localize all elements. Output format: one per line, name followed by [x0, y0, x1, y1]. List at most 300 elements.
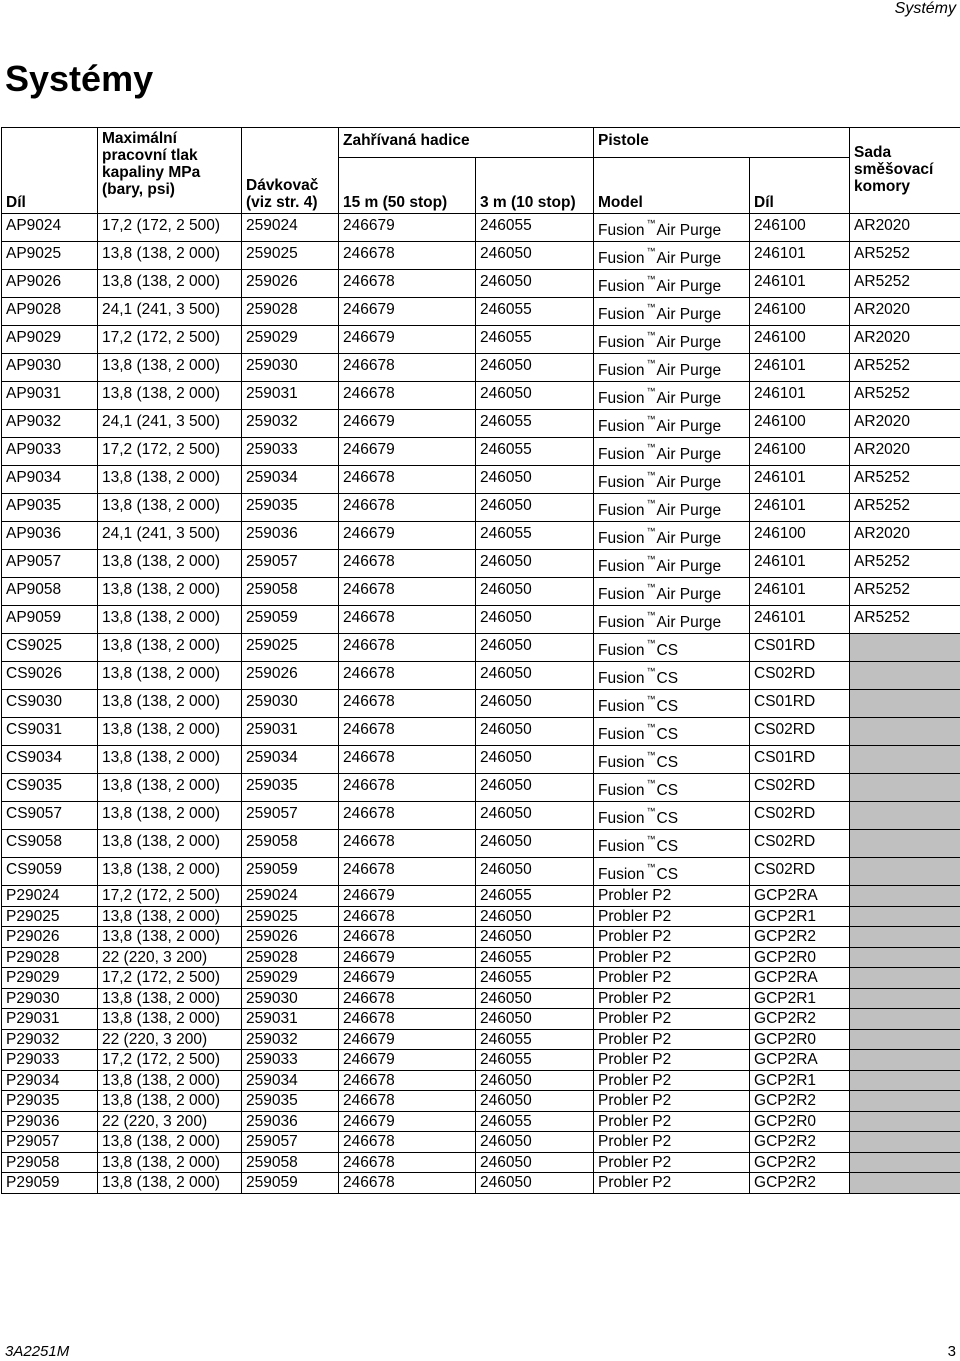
cell-mix-kit-empty — [850, 886, 960, 907]
cell-hose-3: 246050 — [476, 1091, 594, 1112]
cell-dosing: 259031 — [242, 718, 339, 746]
cell-part: AP9030 — [2, 354, 98, 382]
cell-dosing: 259059 — [242, 1173, 339, 1194]
cell-gun-model — [594, 466, 750, 494]
cell-part: AP9035 — [2, 494, 98, 522]
cell-mix-kit-empty — [850, 1029, 960, 1050]
cell-gun-model: Probler P2 — [594, 1132, 750, 1153]
cell-hose-15: 246679 — [339, 298, 476, 326]
cell-mix-kit-empty — [850, 718, 960, 746]
table-header — [2, 128, 960, 214]
cell-dosing: 259035 — [242, 774, 339, 802]
cell-hose-3: 246050 — [476, 1173, 594, 1194]
cell-hose-15: 246678 — [339, 1091, 476, 1112]
cell-hose-3: 246055 — [476, 326, 594, 354]
cell-hose-15: 246679 — [339, 886, 476, 907]
table-row — [2, 1111, 960, 1132]
table-row — [2, 662, 960, 690]
gun-model-variant: Air Purge — [656, 446, 722, 463]
cell-gun-model — [594, 662, 750, 690]
cell-gun-model — [594, 578, 750, 606]
cell-gun-model — [594, 522, 750, 550]
cell-hose-3: 246050 — [476, 906, 594, 927]
cell-dosing: 259028 — [242, 298, 339, 326]
trademark-symbol: ™ — [646, 218, 656, 228]
cell-hose-3: 246055 — [476, 214, 594, 242]
cell-pressure: 24,1 (241, 3 500) — [98, 298, 242, 326]
trademark-symbol: ™ — [646, 778, 656, 788]
cell-mix-kit-empty — [850, 802, 960, 830]
header-hose-3: 3 m (10 stop) — [476, 158, 594, 214]
cell-gun-model — [594, 606, 750, 634]
cell-dosing: 259031 — [242, 1009, 339, 1030]
cell-gun-part: GCP2R2 — [750, 1173, 850, 1194]
cell-hose-3: 246050 — [476, 578, 594, 606]
cell-dosing: 259057 — [242, 1132, 339, 1153]
cell-mix-kit-empty — [850, 1050, 960, 1071]
cell-mix-kit-empty — [850, 690, 960, 718]
cell-gun-part: 246100 — [750, 298, 850, 326]
cell-hose-3: 246050 — [476, 382, 594, 410]
cell-mix-kit-empty — [850, 947, 960, 968]
cell-mix-kit: AR5252 — [850, 494, 960, 522]
gun-model-name: Fusion — [598, 334, 645, 351]
cell-part: AP9032 — [2, 410, 98, 438]
cell-dosing: 259028 — [242, 947, 339, 968]
trademark-symbol: ™ — [646, 862, 656, 872]
table-row — [2, 382, 960, 410]
cell-pressure: 13,8 (138, 2 000) — [98, 1091, 242, 1112]
cell-mix-kit-empty — [850, 1152, 960, 1173]
cell-gun-part: 246101 — [750, 466, 850, 494]
gun-model-name: Fusion — [598, 418, 645, 435]
trademark-symbol: ™ — [646, 358, 656, 368]
cell-hose-15: 246678 — [339, 1152, 476, 1173]
cell-gun-model — [594, 494, 750, 522]
cell-gun-model: Probler P2 — [594, 1050, 750, 1071]
table-row — [2, 1132, 960, 1153]
cell-pressure: 13,8 (138, 2 000) — [98, 1173, 242, 1194]
table-row — [2, 718, 960, 746]
cell-hose-15: 246679 — [339, 438, 476, 466]
trademark-symbol: ™ — [646, 554, 656, 564]
cell-gun-model — [594, 214, 750, 242]
cell-part: P29026 — [2, 927, 98, 948]
cell-gun-model — [594, 298, 750, 326]
table-row — [2, 1050, 960, 1071]
cell-hose-15: 246678 — [339, 382, 476, 410]
cell-pressure: 17,2 (172, 2 500) — [98, 968, 242, 989]
cell-mix-kit-empty — [850, 662, 960, 690]
doc-number: 3A2251M — [5, 1343, 70, 1360]
cell-gun-part: GCP2RA — [750, 886, 850, 907]
cell-mix-kit-empty — [850, 968, 960, 989]
cell-gun-part: 246100 — [750, 214, 850, 242]
cell-pressure: 13,8 (138, 2 000) — [98, 906, 242, 927]
cell-hose-15: 246678 — [339, 494, 476, 522]
cell-gun-part: GCP2RA — [750, 968, 850, 989]
cell-mix-kit-empty — [850, 1111, 960, 1132]
gun-model-name: Fusion — [598, 670, 645, 687]
table-row — [2, 298, 960, 326]
cell-gun-model — [594, 858, 750, 886]
gun-model-name: Fusion — [598, 530, 645, 547]
cell-part: P29057 — [2, 1132, 98, 1153]
cell-pressure: 13,8 (138, 2 000) — [98, 1070, 242, 1091]
header-hose-15: 15 m (50 stop) — [339, 158, 476, 214]
cell-gun-part: GCP2R1 — [750, 906, 850, 927]
cell-gun-part: 246100 — [750, 326, 850, 354]
cell-gun-model: Probler P2 — [594, 1009, 750, 1030]
cell-gun-model — [594, 774, 750, 802]
table-row — [2, 947, 960, 968]
header-max-pressure: Maximální pracovní tlak kapaliny MPa (bary, psi) — [98, 128, 242, 214]
cell-part: P29025 — [2, 906, 98, 927]
header-gun-model: Model — [594, 158, 750, 214]
cell-gun-model: Probler P2 — [594, 906, 750, 927]
cell-pressure: 13,8 (138, 2 000) — [98, 1132, 242, 1153]
gun-model-name: Fusion — [598, 782, 645, 799]
cell-gun-part: GCP2R2 — [750, 1009, 850, 1030]
gun-model-variant: Air Purge — [656, 362, 722, 379]
gun-model-variant: Air Purge — [656, 530, 722, 547]
cell-part: P29024 — [2, 886, 98, 907]
gun-model-name: Fusion — [598, 866, 645, 883]
gun-model-name: Fusion — [598, 502, 645, 519]
gun-model-name: Fusion — [598, 278, 645, 295]
gun-model-variant: Air Purge — [656, 278, 722, 295]
cell-part: CS9025 — [2, 634, 98, 662]
cell-mix-kit: AR5252 — [850, 550, 960, 578]
table-row — [2, 1173, 960, 1194]
cell-gun-model — [594, 718, 750, 746]
table-row — [2, 438, 960, 466]
header-gun-group: Pistole — [594, 128, 850, 158]
table-row — [2, 886, 960, 907]
systems-table — [1, 127, 960, 1194]
cell-gun-part: GCP2RA — [750, 1050, 850, 1071]
cell-pressure: 13,8 (138, 2 000) — [98, 662, 242, 690]
cell-hose-3: 246050 — [476, 718, 594, 746]
gun-model-name: Fusion — [598, 698, 645, 715]
cell-hose-3: 246055 — [476, 886, 594, 907]
gun-model-variant: CS — [656, 754, 679, 771]
cell-mix-kit-empty — [850, 634, 960, 662]
table-body — [2, 214, 960, 1194]
trademark-symbol: ™ — [646, 470, 656, 480]
gun-model-name: Fusion — [598, 558, 645, 575]
cell-hose-3: 246055 — [476, 968, 594, 989]
cell-gun-model — [594, 354, 750, 382]
table-row — [2, 270, 960, 298]
cell-pressure: 13,8 (138, 2 000) — [98, 927, 242, 948]
cell-dosing: 259024 — [242, 886, 339, 907]
gun-model-name: Fusion — [598, 222, 645, 239]
trademark-symbol: ™ — [646, 246, 656, 256]
cell-dosing: 259057 — [242, 802, 339, 830]
header-gun-part: Díl — [750, 158, 850, 214]
cell-part: CS9035 — [2, 774, 98, 802]
cell-dosing: 259058 — [242, 830, 339, 858]
cell-hose-15: 246679 — [339, 410, 476, 438]
cell-dosing: 259035 — [242, 494, 339, 522]
cell-part: P29033 — [2, 1050, 98, 1071]
cell-gun-model — [594, 550, 750, 578]
cell-pressure: 17,2 (172, 2 500) — [98, 326, 242, 354]
cell-gun-part: CS01RD — [750, 746, 850, 774]
cell-hose-3: 246050 — [476, 662, 594, 690]
cell-part: AP9025 — [2, 242, 98, 270]
cell-gun-model: Probler P2 — [594, 1091, 750, 1112]
cell-hose-15: 246678 — [339, 578, 476, 606]
cell-dosing: 259032 — [242, 1029, 339, 1050]
cell-hose-3: 246050 — [476, 1009, 594, 1030]
cell-part: P29029 — [2, 968, 98, 989]
cell-gun-part: CS02RD — [750, 830, 850, 858]
cell-hose-15: 246678 — [339, 927, 476, 948]
cell-pressure: 22 (220, 3 200) — [98, 947, 242, 968]
cell-gun-model: Probler P2 — [594, 886, 750, 907]
table-row — [2, 354, 960, 382]
cell-pressure: 13,8 (138, 2 000) — [98, 690, 242, 718]
cell-mix-kit-empty — [850, 1132, 960, 1153]
cell-hose-3: 246055 — [476, 947, 594, 968]
gun-model-variant: CS — [656, 670, 679, 687]
cell-mix-kit-empty — [850, 927, 960, 948]
cell-part: AP9033 — [2, 438, 98, 466]
table-row — [2, 690, 960, 718]
cell-pressure: 24,1 (241, 3 500) — [98, 410, 242, 438]
cell-dosing: 259036 — [242, 1111, 339, 1132]
cell-part: P29035 — [2, 1091, 98, 1112]
gun-model-variant: Air Purge — [656, 418, 722, 435]
cell-gun-model — [594, 690, 750, 718]
cell-gun-part: GCP2R2 — [750, 1091, 850, 1112]
cell-dosing: 259025 — [242, 242, 339, 270]
gun-model-variant: Air Purge — [656, 250, 722, 267]
trademark-symbol: ™ — [646, 694, 656, 704]
cell-hose-3: 246050 — [476, 927, 594, 948]
cell-hose-15: 246678 — [339, 906, 476, 927]
cell-dosing: 259033 — [242, 438, 339, 466]
cell-dosing: 259029 — [242, 326, 339, 354]
gun-model-name: Fusion — [598, 810, 645, 827]
cell-part: AP9029 — [2, 326, 98, 354]
cell-hose-3: 246055 — [476, 522, 594, 550]
gun-model-variant: Air Purge — [656, 474, 722, 491]
cell-pressure: 13,8 (138, 2 000) — [98, 382, 242, 410]
cell-mix-kit: AR2020 — [850, 326, 960, 354]
cell-gun-part: CS02RD — [750, 858, 850, 886]
cell-pressure: 13,8 (138, 2 000) — [98, 774, 242, 802]
cell-part: AP9036 — [2, 522, 98, 550]
cell-mix-kit-empty — [850, 746, 960, 774]
cell-gun-part: GCP2R2 — [750, 1152, 850, 1173]
cell-hose-15: 246679 — [339, 214, 476, 242]
cell-dosing: 259033 — [242, 1050, 339, 1071]
cell-part: CS9034 — [2, 746, 98, 774]
cell-gun-part: GCP2R2 — [750, 1132, 850, 1153]
cell-dosing: 259025 — [242, 906, 339, 927]
cell-pressure: 13,8 (138, 2 000) — [98, 830, 242, 858]
cell-mix-kit-empty — [850, 1173, 960, 1194]
cell-hose-3: 246050 — [476, 466, 594, 494]
cell-gun-model: Probler P2 — [594, 1173, 750, 1194]
cell-part: CS9030 — [2, 690, 98, 718]
cell-hose-15: 246678 — [339, 1009, 476, 1030]
cell-pressure: 13,8 (138, 2 000) — [98, 1152, 242, 1173]
cell-part: P29059 — [2, 1173, 98, 1194]
trademark-symbol: ™ — [646, 666, 656, 676]
cell-hose-15: 246678 — [339, 662, 476, 690]
gun-model-name: Fusion — [598, 474, 645, 491]
cell-part: AP9057 — [2, 550, 98, 578]
trademark-symbol: ™ — [646, 526, 656, 536]
cell-gun-part: 246101 — [750, 242, 850, 270]
cell-hose-15: 246678 — [339, 354, 476, 382]
trademark-symbol: ™ — [646, 330, 656, 340]
cell-mix-kit: AR5252 — [850, 578, 960, 606]
cell-dosing: 259059 — [242, 606, 339, 634]
cell-hose-15: 246678 — [339, 988, 476, 1009]
cell-dosing: 259035 — [242, 1091, 339, 1112]
cell-hose-15: 246678 — [339, 858, 476, 886]
cell-part: P29030 — [2, 988, 98, 1009]
cell-hose-15: 246678 — [339, 746, 476, 774]
cell-hose-3: 246050 — [476, 1132, 594, 1153]
cell-gun-part: GCP2R0 — [750, 1029, 850, 1050]
cell-dosing: 259030 — [242, 354, 339, 382]
cell-part: AP9058 — [2, 578, 98, 606]
cell-hose-15: 246679 — [339, 1111, 476, 1132]
table-row — [2, 550, 960, 578]
cell-gun-model — [594, 438, 750, 466]
cell-dosing: 259034 — [242, 1070, 339, 1091]
cell-hose-15: 246678 — [339, 830, 476, 858]
cell-hose-15: 246678 — [339, 550, 476, 578]
cell-pressure: 13,8 (138, 2 000) — [98, 242, 242, 270]
cell-dosing: 259031 — [242, 382, 339, 410]
cell-hose-3: 246050 — [476, 858, 594, 886]
cell-gun-model — [594, 634, 750, 662]
cell-hose-15: 246678 — [339, 270, 476, 298]
gun-model-variant: CS — [656, 866, 679, 883]
cell-part: CS9031 — [2, 718, 98, 746]
header-dil: Díl — [2, 128, 98, 214]
table-row — [2, 606, 960, 634]
cell-gun-model: Probler P2 — [594, 1029, 750, 1050]
cell-pressure: 13,8 (138, 2 000) — [98, 746, 242, 774]
cell-mix-kit: AR2020 — [850, 410, 960, 438]
table-row — [2, 410, 960, 438]
cell-gun-model: Probler P2 — [594, 968, 750, 989]
cell-hose-15: 246678 — [339, 1173, 476, 1194]
cell-pressure: 13,8 (138, 2 000) — [98, 354, 242, 382]
cell-pressure: 13,8 (138, 2 000) — [98, 1009, 242, 1030]
cell-dosing: 259026 — [242, 927, 339, 948]
trademark-symbol: ™ — [646, 274, 656, 284]
cell-pressure: 13,8 (138, 2 000) — [98, 466, 242, 494]
table-row — [2, 858, 960, 886]
cell-part: CS9059 — [2, 858, 98, 886]
cell-part: AP9024 — [2, 214, 98, 242]
cell-hose-3: 246050 — [476, 634, 594, 662]
cell-mix-kit-empty — [850, 1009, 960, 1030]
cell-gun-part: CS01RD — [750, 690, 850, 718]
gun-model-variant: CS — [656, 698, 679, 715]
gun-model-variant: CS — [656, 810, 679, 827]
cell-hose-3: 246050 — [476, 242, 594, 270]
table-row — [2, 774, 960, 802]
cell-mix-kit: AR5252 — [850, 242, 960, 270]
cell-hose-15: 246679 — [339, 326, 476, 354]
trademark-symbol: ™ — [646, 610, 656, 620]
header-dosing: Dávkovač (viz str. 4) — [242, 128, 339, 214]
cell-mix-kit: AR2020 — [850, 438, 960, 466]
cell-gun-part: 246101 — [750, 382, 850, 410]
cell-gun-model — [594, 242, 750, 270]
cell-dosing: 259029 — [242, 968, 339, 989]
cell-dosing: 259036 — [242, 522, 339, 550]
cell-gun-part: GCP2R2 — [750, 927, 850, 948]
cell-gun-part: 246101 — [750, 494, 850, 522]
cell-dosing: 259059 — [242, 858, 339, 886]
trademark-symbol: ™ — [646, 806, 656, 816]
cell-gun-model — [594, 410, 750, 438]
trademark-symbol: ™ — [646, 302, 656, 312]
trademark-symbol: ™ — [646, 386, 656, 396]
cell-dosing: 259058 — [242, 578, 339, 606]
cell-mix-kit: AR2020 — [850, 298, 960, 326]
table-row — [2, 326, 960, 354]
trademark-symbol: ™ — [646, 834, 656, 844]
table-row — [2, 214, 960, 242]
cell-mix-kit: AR5252 — [850, 270, 960, 298]
cell-gun-part: GCP2R1 — [750, 988, 850, 1009]
gun-model-variant: CS — [656, 782, 679, 799]
gun-model-name: Fusion — [598, 306, 645, 323]
trademark-symbol: ™ — [646, 414, 656, 424]
cell-pressure: 13,8 (138, 2 000) — [98, 988, 242, 1009]
gun-model-name: Fusion — [598, 586, 645, 603]
cell-pressure: 22 (220, 3 200) — [98, 1111, 242, 1132]
cell-part: CS9057 — [2, 802, 98, 830]
cell-hose-3: 246050 — [476, 270, 594, 298]
trademark-symbol: ™ — [646, 498, 656, 508]
cell-gun-part: 246100 — [750, 522, 850, 550]
trademark-symbol: ™ — [646, 750, 656, 760]
cell-gun-model: Probler P2 — [594, 1152, 750, 1173]
page-title: Systémy — [5, 58, 154, 99]
header-mix-kit: Sada směšovací komory — [850, 128, 960, 214]
gun-model-name: Fusion — [598, 614, 645, 631]
table-row — [2, 242, 960, 270]
cell-dosing: 259034 — [242, 746, 339, 774]
cell-gun-part: 246101 — [750, 354, 850, 382]
cell-gun-part: 246100 — [750, 438, 850, 466]
cell-pressure: 13,8 (138, 2 000) — [98, 578, 242, 606]
cell-gun-part: 246101 — [750, 270, 850, 298]
cell-pressure: 13,8 (138, 2 000) — [98, 550, 242, 578]
cell-gun-model — [594, 382, 750, 410]
cell-hose-15: 246679 — [339, 1050, 476, 1071]
gun-model-variant: Air Purge — [656, 614, 722, 631]
table-row — [2, 634, 960, 662]
cell-hose-3: 246050 — [476, 494, 594, 522]
cell-hose-15: 246679 — [339, 522, 476, 550]
cell-gun-model — [594, 830, 750, 858]
cell-hose-3: 246055 — [476, 410, 594, 438]
